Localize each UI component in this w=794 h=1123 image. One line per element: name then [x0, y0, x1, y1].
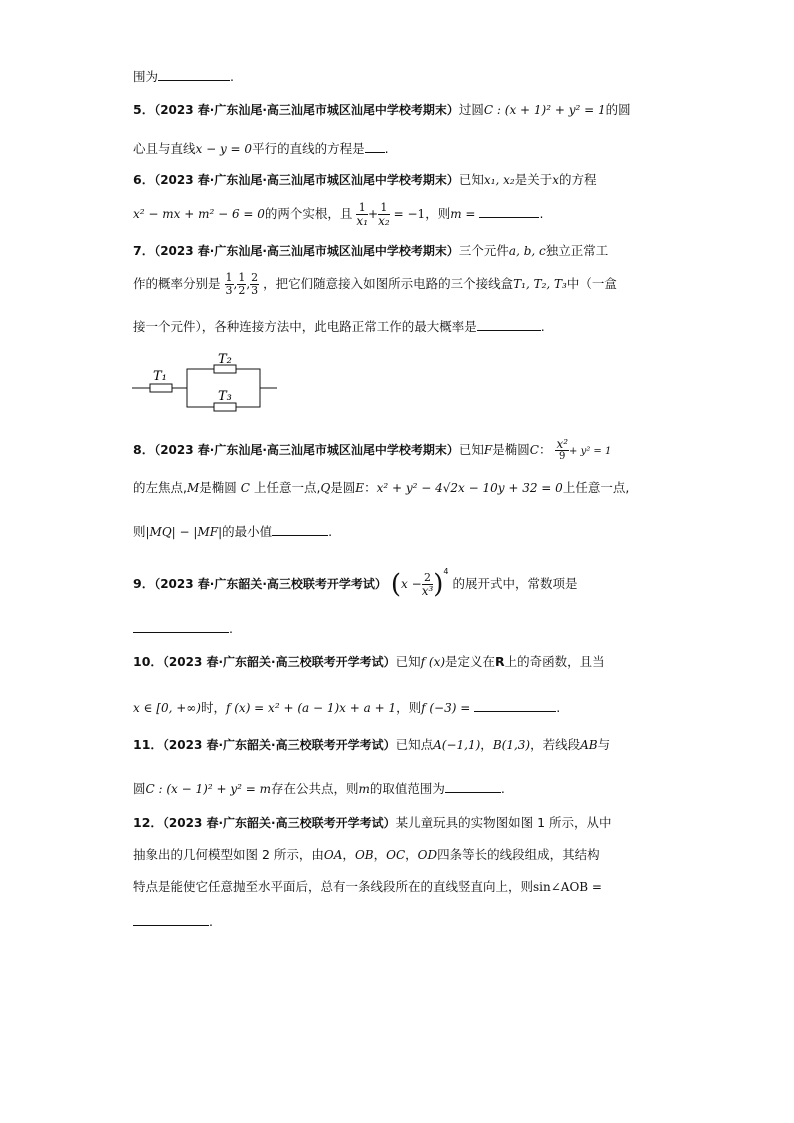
q4-tail-text: 围为 [133, 69, 159, 84]
q7-answer-blank[interactable] [477, 318, 541, 331]
q5-line-eq: x − y = 0 [195, 142, 253, 156]
q11-line2: 圆C : (x − 1)² + y² = m存在公共点，则m的取值范围为 . [133, 781, 505, 796]
q9-line2: . [133, 620, 233, 636]
q8-source: （2023 春·广东汕尾·高三汕尾市城区汕尾中学校考期末） [154, 443, 459, 457]
q12-line2: 抽象出的几何模型如图 2 所示，由OA，OB，OC，OD四条等长的线段组成，其结构 [133, 847, 600, 862]
q8-ellipse-rest: + y² = 1 [569, 446, 612, 457]
q8-answer-blank[interactable] [272, 523, 328, 536]
q10-line2: x ∈ [0, +∞)时，f (x) = x² + (a − 1)x + a + 1，则f (−3) = . [133, 700, 561, 715]
q6-number: 6． [133, 172, 155, 187]
q8-line3: 则|MQ| − |MF|的最小值 . [133, 524, 333, 539]
q11-circle-eq: C : (x − 1)² + y² = m [145, 782, 271, 796]
q5-line1: 5．（2023 春·广东汕尾·高三汕尾市城区汕尾中学校考期末）过圆C : (x + 1)² + y² = 1的圆 [133, 102, 631, 117]
q10-number: 10． [133, 654, 163, 669]
q9-power: 4 [443, 567, 449, 576]
q12-answer-blank[interactable] [133, 913, 209, 926]
q8-line1: 8．（2023 春·广东汕尾·高三汕尾市城区汕尾中学校考期末）已知F是椭圆C： $\frac{\text{x²}}{9}$ + y² = 1 [133, 437, 612, 462]
q12-source: （2023 春·广东韶关·高三校联考开学考试） [162, 816, 396, 830]
q7-source: （2023 春·广东汕尾·高三汕尾市城区汕尾中学校考期末） [154, 244, 459, 258]
box-t3 [214, 403, 236, 411]
q12-line4: . [133, 913, 213, 929]
box-t1 [150, 384, 172, 392]
q4-answer-blank[interactable] [158, 68, 230, 81]
q11-answer-blank[interactable] [445, 780, 501, 793]
q10-source: （2023 春·广东韶关·高三校联考开学考试） [162, 655, 396, 669]
q6-frac2: $\frac{1}{\text{x₂}}$ [378, 201, 390, 228]
q7-line3: 接一个元件），各种连接方法中，此电路正常工作的最大概率是 . [133, 319, 545, 334]
q8-ellipse-frac: $\frac{\text{x²}}{9}$ [556, 437, 569, 462]
q7-line1: 7．（2023 春·广东汕尾·高三汕尾市城区汕尾中学校考期末）三个元件a, b, c独立正常工 [133, 243, 609, 258]
q10-answer-blank[interactable] [474, 699, 556, 712]
q11-source: （2023 春·广东韶关·高三校联考开学考试） [162, 738, 396, 752]
q6-answer-blank[interactable] [479, 205, 539, 218]
q8-line2: 的左焦点,M是椭圆 C 上任意一点,Q是圆E：x² + y² − 4√2x − 10y + 32 = 0上任意一点, [133, 480, 630, 495]
circuit-diagram [132, 352, 282, 412]
q8-number: 8． [133, 442, 155, 457]
q5-line2: 心且与直线x − y = 0平行的直线的方程是 . [133, 141, 389, 156]
q8-circle-eq: x² + y² − 4√2x − 10y + 32 = 0 [376, 481, 563, 495]
q7-line2: 作的概率分别是 $\frac{1}{3}$ , $\frac{1}{2}$ , $\frac{2}{3}$ ，把它们随意接入如图所示电路的三个接线盒T₁, T₂, T₃中（一盒 [133, 271, 617, 297]
q9-line1: 9．（2023 春·广东韶关·高三校联考开学考试） (x − $\frac{2}{\text{x³}}$ )$^4$ 的展开式中，常数项是 [133, 567, 578, 600]
q9-frac: $\frac{2}{\text{x³}}$ [421, 571, 434, 598]
q6-line2: x² − mx + m² − 6 = 0的两个实根，且 $\frac{1}{\text{x₁}}$ + $\frac{1}{\text{x₂}}$ = −1，则m = . [133, 201, 544, 228]
q6-frac1: $\frac{1}{\text{x₁}}$ [356, 201, 368, 228]
q10-line1: 10．（2023 春·广东韶关·高三校联考开学考试）已知f (x)是定义在R上的奇函数，且当 [133, 654, 605, 669]
q6-source: （2023 春·广东汕尾·高三汕尾市城区汕尾中学校考期末） [154, 173, 459, 187]
q12-number: 12． [133, 815, 163, 830]
q5-circle-eq: C : (x + 1)² + y² = 1 [483, 103, 606, 117]
q9-source: （2023 春·广东韶关·高三校联考开学考试） [154, 577, 387, 591]
q10-definition: f (x) = x² + (a − 1)x + a + 1 [225, 701, 397, 715]
q5-number: 5． [133, 102, 155, 117]
q6-equation: x² − mx + m² − 6 = 0 [133, 207, 265, 221]
q7-number: 7． [133, 243, 155, 258]
label-t2: T₂ [218, 352, 232, 367]
q4-tail: 围为 . [133, 69, 234, 84]
label-t3: T₃ [218, 389, 232, 404]
q5-answer-blank[interactable] [365, 140, 385, 153]
label-t1: T₁ [153, 369, 167, 384]
q9-number: 9． [133, 576, 155, 591]
q12-line3: 特点是能使它任意抛至水平面后，总有一条线段所在的直线竖直向上，则sin∠AOB = [133, 879, 602, 894]
q6-line1: 6．（2023 春·广东汕尾·高三汕尾市城区汕尾中学校考期末）已知x₁, x₂是关于x的方程 [133, 172, 597, 187]
q11-line1: 11．（2023 春·广东韶关·高三校联考开学考试）已知点A(−1,1)，B(1,3)，若线段AB与 [133, 737, 611, 752]
q12-line1: 12．（2023 春·广东韶关·高三校联考开学考试）某儿童玩具的实物图如图 1 所示，从中 [133, 815, 612, 830]
q11-number: 11． [133, 737, 163, 752]
q9-answer-blank[interactable] [133, 620, 229, 633]
q5-source: （2023 春·广东汕尾·高三汕尾市城区汕尾中学校考期末） [154, 103, 459, 117]
